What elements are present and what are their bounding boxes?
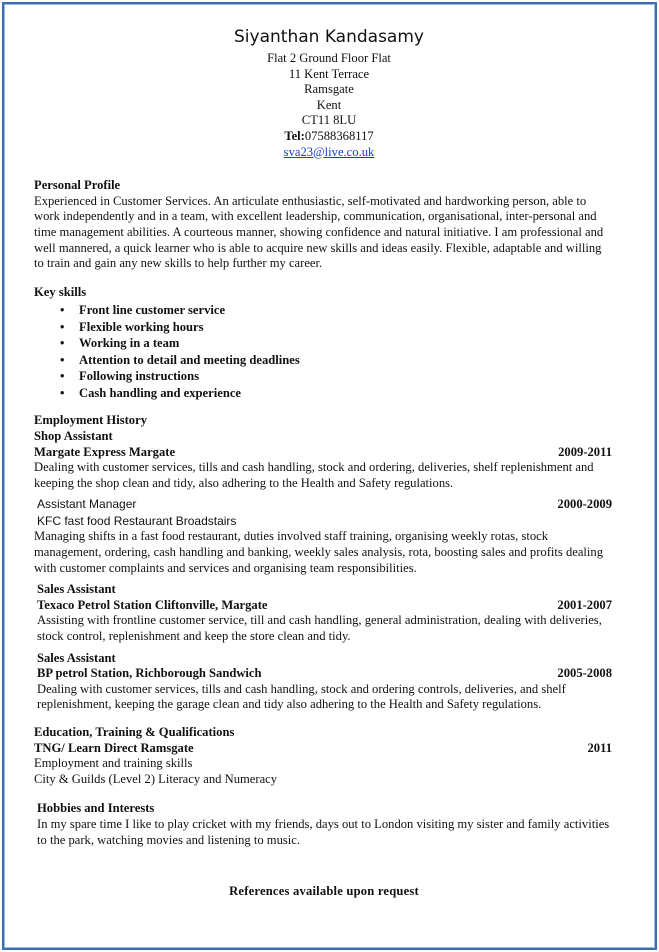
telephone	[44, 129, 614, 145]
employment-history-section	[34, 413, 614, 713]
bullet-icon: •	[60, 369, 65, 384]
personal-profile-section	[34, 178, 614, 272]
telephone-label: Tel:	[284, 128, 305, 143]
email-link[interactable]: sva23@live.co.uk	[283, 144, 375, 159]
job-entry-2	[34, 497, 614, 576]
job-employer: Texaco Petrol Station Cliftonville, Margate	[37, 597, 268, 612]
candidate-name: Siyanthan Kandasamy	[234, 27, 424, 47]
education-institution: TNG/ Learn Direct Ramsgate	[34, 740, 194, 755]
job-title: Sales Assistant	[37, 650, 116, 665]
cv-header	[44, 26, 614, 160]
address-line-1: Flat 2 Ground Floor Flat	[267, 51, 391, 65]
address-line-4: Kent	[316, 97, 342, 112]
key-skills-section	[34, 285, 614, 402]
job-entry-4	[34, 651, 614, 713]
list-item: • Working in a team	[60, 336, 180, 351]
key-skills-heading: Key skills	[34, 284, 87, 299]
education-line: Employment and training skills	[34, 756, 193, 771]
job-years: 2005-2008	[557, 666, 612, 681]
bullet-icon: •	[60, 352, 65, 367]
personal-profile-text: Experienced in Customer Services. An articulate enthusiastic, self-motivated and hardworking person, able to work independently and in a team, with excellent leadership, communication, organisational, inter-personal and time management abilities. A courteous manner, showing confidence and natural initiative. I am professional and well mannered, a quick learner who is able to acquire new skills and ideas easily. Flexible, adaptable and willing to train and gain any new skills to help further my career.	[34, 193, 604, 271]
job-title: Shop Assistant	[34, 428, 113, 443]
references-note: References available upon request	[229, 884, 419, 899]
education-year: 2011	[587, 740, 612, 755]
job-description: Assisting with frontline customer service, till and cash handling, general administration, dealing with deliveries, stock control, replenishment and keep the store clean and tidy.	[37, 613, 602, 644]
employment-history-heading: Employment History	[34, 413, 147, 428]
education-line: City & Guilds (Level 2) Literacy and Numeracy	[34, 771, 278, 786]
bullet-icon: •	[60, 336, 65, 351]
address-line-2: 11 Kent Terrace	[288, 66, 370, 81]
list-item: • Cash handling and experience	[60, 385, 241, 400]
job-entry-1	[34, 429, 614, 491]
hobbies-text: In my spare time I like to play cricket with my friends, days out to London visiting my sister and family activities to the park, watching movies and listening to music.	[37, 816, 610, 847]
list-item: • Front line customer service	[60, 303, 226, 318]
hobbies-heading: Hobbies and Interests	[37, 801, 155, 816]
job-employer: KFC fast food Restaurant Broadstairs	[37, 513, 237, 528]
bullet-icon: •	[60, 385, 65, 400]
job-entry-3	[34, 582, 614, 644]
education-section	[34, 725, 614, 787]
job-years: 2000-2009	[557, 497, 612, 512]
address-line-3: Ramsgate	[304, 82, 354, 97]
job-title: Assistant Manager	[37, 497, 137, 512]
job-description: Dealing with customer services, tills and cash handling, stock and ordering controls, deliveries, and shelf replenishment, keeping the garage clean and tidy also adhering to the Health and Safety regulations.	[37, 681, 566, 712]
job-title: Sales Assistant	[37, 582, 116, 597]
job-years: 2001-2007	[557, 597, 612, 612]
hobbies-section	[34, 801, 614, 848]
job-employer: BP petrol Station, Richborough Sandwich	[37, 666, 262, 681]
education-heading: Education, Training & Qualifications	[34, 725, 235, 739]
list-item: • Flexible working hours	[60, 319, 204, 334]
job-description: Dealing with customer services, tills and cash handling, stock and ordering, deliveries, shelf replenishment and keeping the shop clean and tidy, also adhering to the Health and Safety regulations.	[34, 460, 594, 490]
job-years: 2009-2011	[558, 444, 612, 459]
telephone-number: 07588368117	[304, 128, 374, 143]
job-employer: Margate Express Margate	[34, 444, 176, 459]
personal-profile-heading: Personal Profile	[34, 178, 121, 193]
cv-document	[34, 26, 614, 900]
address-line-5: CT11 8LU	[301, 113, 357, 128]
list-item: • Attention to detail and meeting deadlines	[60, 352, 300, 367]
job-description: Managing shifts in a fast food restaurant, duties involved staff training, organising weekly rotas, stock management, ordering, cash handling and banking, weekly sales analysis, rota, boosting sales and profits dealing with customer complaints and services and organising team responsibilities.	[34, 529, 604, 575]
list-item: • Following instructions	[60, 369, 200, 384]
key-skills-list	[34, 302, 614, 401]
bullet-icon: •	[60, 303, 65, 318]
bullet-icon: •	[60, 319, 65, 334]
